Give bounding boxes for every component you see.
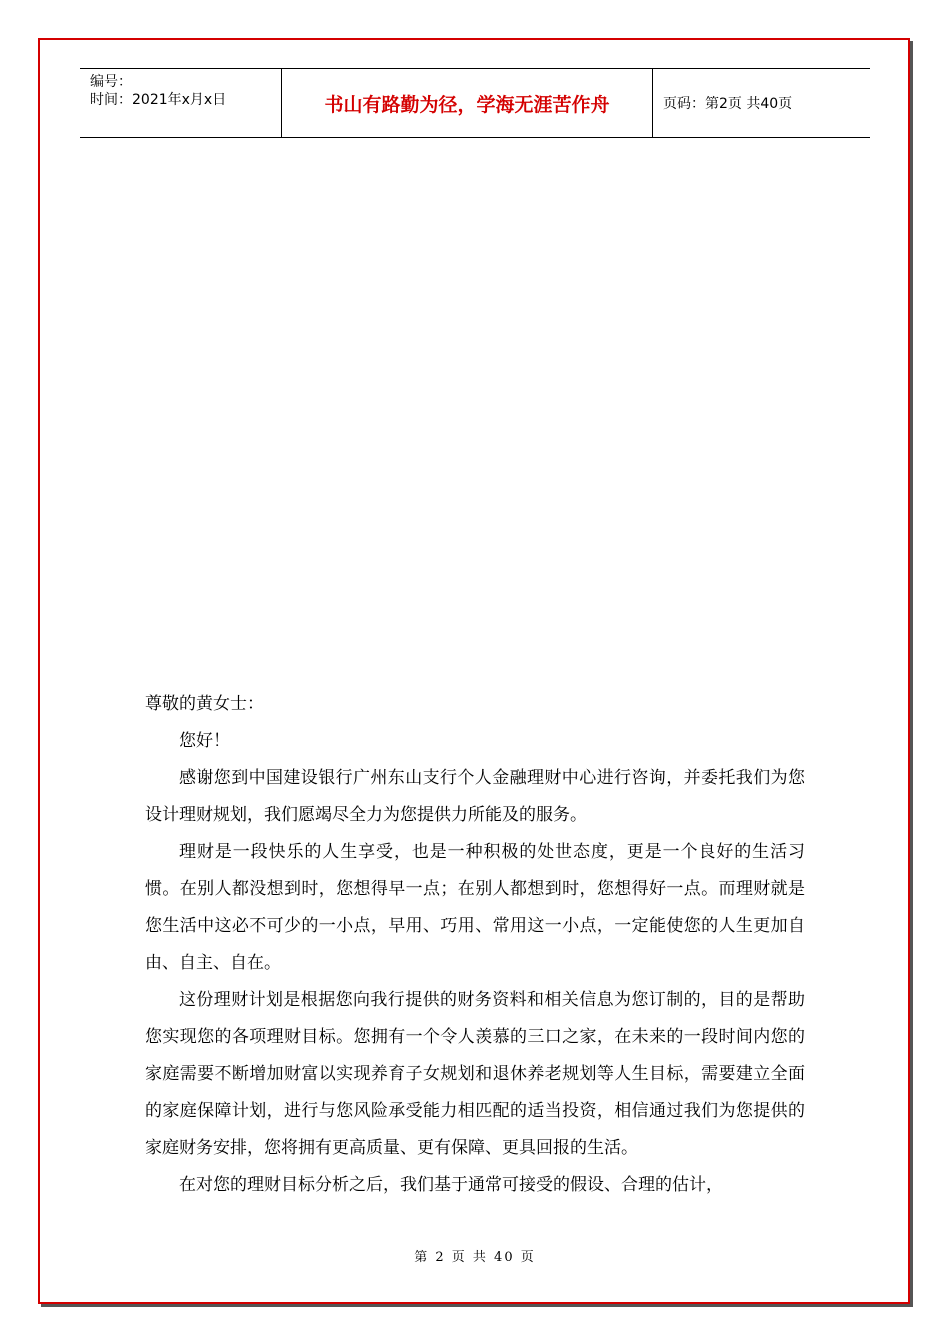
paragraph: 在对您的理财目标分析之后，我们基于通常可接受的假设、合理的估计， (179, 1175, 723, 1195)
greeting: 您好！ (179, 731, 230, 751)
header-motto: 书山有路勤为径，学海无涯苦作舟 (282, 69, 653, 137)
time-label: 时间：2021年x月x日 (90, 92, 227, 108)
document-header (80, 68, 870, 138)
salutation: 尊敬的黄女士： (145, 694, 264, 714)
paragraph: 感谢您到中国建设银行广州东山支行个人金融理财中心进行咨询，并委托我们为您设计理财规划，我们愿竭尽全力为您提供力所能及的服务。 (145, 768, 805, 825)
paragraph: 理财是一段快乐的人生享受，也是一种积极的处世态度，更是一个良好的生活习惯。在别人都没想到时，您想得早一点；在别人都想到时，您想得好一点。而理财就是您生活中这必不可少的一小点，早用、巧用、常用这一小点，一定能使您的人生更加自由、自主、自在。 (145, 842, 805, 973)
number-label: 编号： (90, 74, 132, 90)
letter-body (145, 686, 805, 1204)
header-page-number: 页码：第2页 共40页 (663, 96, 793, 112)
paragraph: 这份理财计划是根据您向我行提供的财务资料和相关信息为您订制的，目的是帮助您实现您的各项理财目标。您拥有一个令人羡慕的三口之家，在未来的一段时间内您的家庭需要不断增加财富以实现养育子女规划和退休养老规划等人生目标，需要建立全面的家庭保障计划，进行与您风险承受能力相匹配的适当投资，相信通过我们为您提供的家庭财务安排，您将拥有更高质量、更有保障、更具回报的生活。 (145, 990, 805, 1158)
header-meta (80, 69, 282, 137)
page-footer: 第 2 页 共 40 页 (414, 1250, 536, 1265)
